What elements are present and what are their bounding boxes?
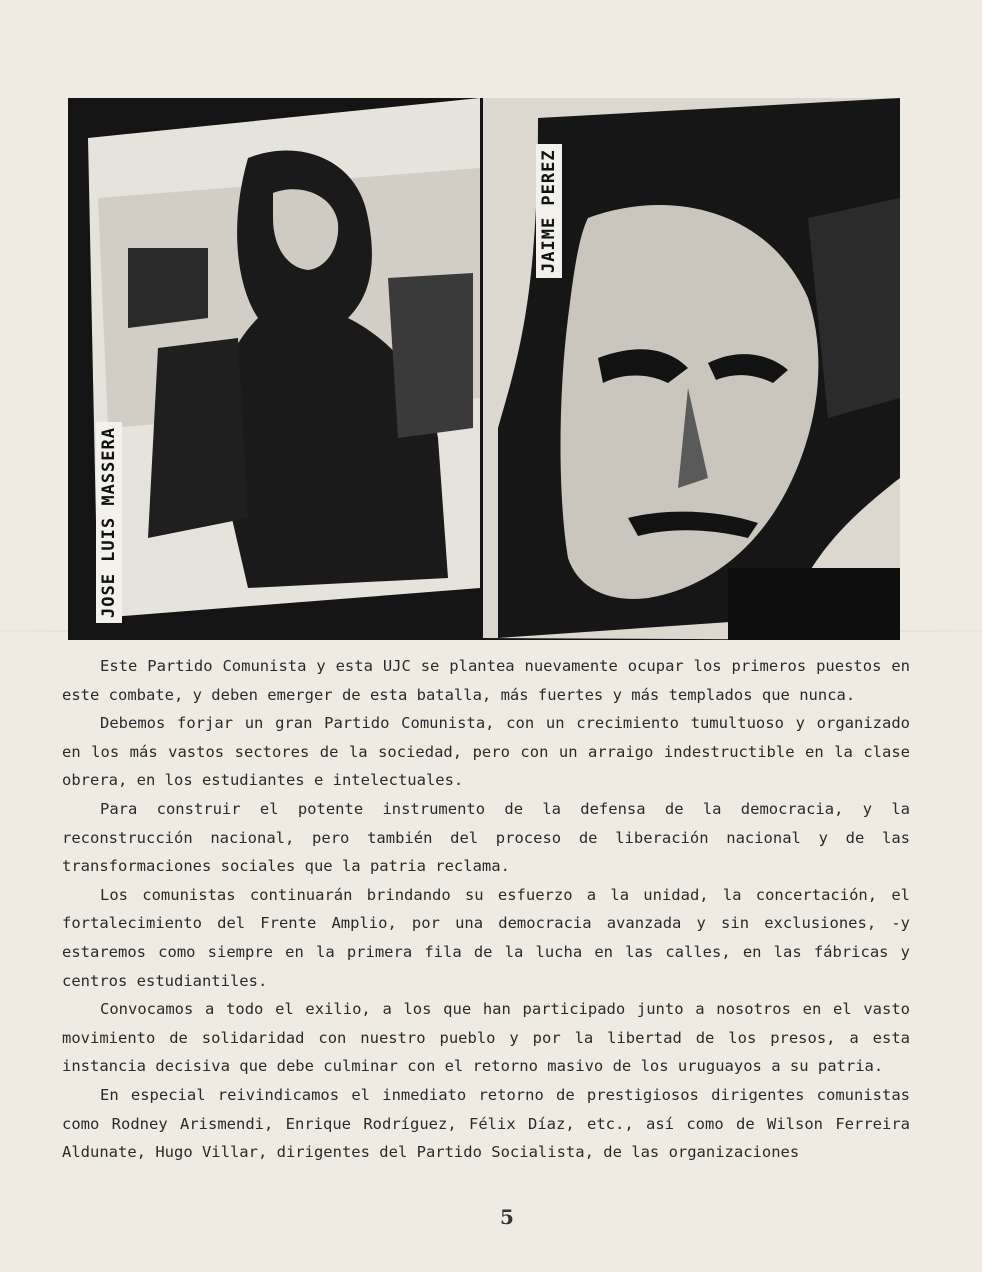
paragraph: Los comunistas continuarán brindando su esfuerzo a la unidad, la concertación, el fortalecimiento del Frente Amplio, por una democracia avanzada y sin exclusiones, -y estaremos como siempre en la primera fila de la lucha en las calles, en las fábricas y centros estudiantiles. [62,885,910,990]
paragraph: Convocamos a todo el exilio, a los que han participado junto a nosotros en el vasto movimiento de solidaridad con nuestro pueblo y por la libertad de los presos, a esta instancia decisiva que debe culminar con el retorno masivo de los uruguayos a su patria. [62,1000,910,1076]
caption-massera: JOSE LUIS MASSERA [96,422,122,623]
article-body [62,652,910,1167]
photo-collage [68,98,900,640]
page-number: 5 [500,1205,514,1229]
paragraph: Este Partido Comunista y esta UJC se plantea nuevamente ocupar los primeros puestos en este combate, y deben emerger de esta batalla, más fuertes y más templados que nunca. [62,657,910,704]
photo-image [68,98,900,640]
caption-perez: JAIME PEREZ [536,144,562,278]
paragraph: Debemos forjar un gran Partido Comunista, con un crecimiento tumultuoso y organizado en los más vastos sectores de la sociedad, pero con un arraigo indestructible en la clase obrera, en los estudiantes e intelectuales. [62,714,910,790]
paragraph: Para construir el potente instrumento de la defensa de la democracia, y la reconstrucción nacional, pero también del proceso de liberación nacional y de las transformaciones sociales que la patria reclama. [62,799,910,876]
paragraph: En especial reivindicamos el inmediato retorno de prestigiosos dirigentes comunistas como Rodney Arismendi, Enrique Rodríguez, Félix Díaz, etc., así como de Wilson Ferreira Aldunate, Hugo Villar, dirigentes del Partido Socialista, de las organizaciones [62,1085,910,1162]
